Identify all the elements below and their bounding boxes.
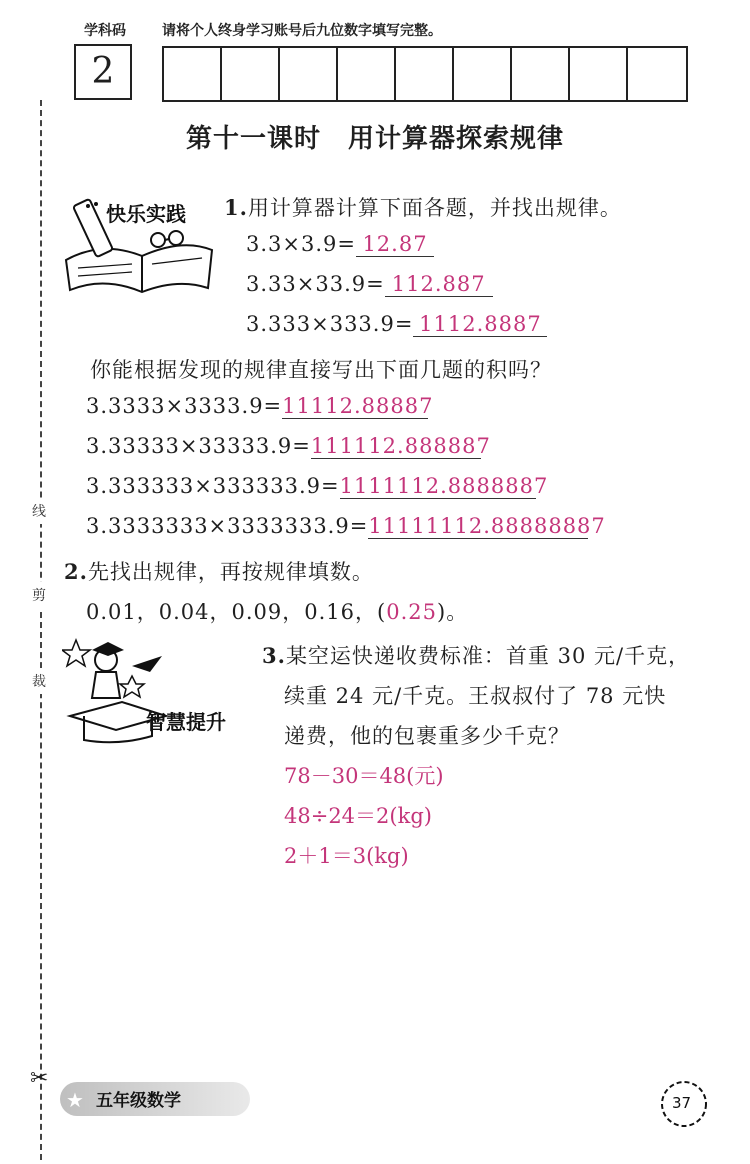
page-number: 37	[672, 1094, 692, 1112]
lesson-title: 第十一课时 用计算器探索规律	[185, 124, 564, 154]
question-3-number: 3.	[262, 643, 286, 668]
q1-answer-blank[interactable]: 1111112.8888887	[339, 474, 549, 498]
footer-book-title: 五年级数学	[96, 1091, 181, 1111]
q1-followup: 你能根据发现的规律直接写出下面几题的积吗？	[90, 358, 552, 382]
digit-box[interactable]	[454, 48, 512, 100]
margin-label-trim: 裁	[32, 668, 46, 694]
q1-row	[86, 434, 491, 459]
cut-dashed-line	[40, 100, 42, 1160]
q1-answer-blank[interactable]: 11112.88887	[282, 394, 434, 418]
practice-badge: 快乐实践	[106, 202, 186, 226]
q1-answer-blank[interactable]: 12.87	[356, 232, 434, 257]
q1-expression: 3.3×3.9=	[246, 232, 356, 256]
digit-box[interactable]	[512, 48, 570, 100]
account-instruction: 请将个人终身学习账号后九位数字填写完整。	[162, 23, 442, 39]
question-3-line: 递费，他的包裹重多少千克？	[284, 724, 570, 748]
digit-box[interactable]	[338, 48, 396, 100]
subject-code-label: 学科码	[84, 23, 126, 39]
question-3-line: 续重 24 元/千克。王叔叔付了 78 元快	[284, 684, 667, 708]
q2-sequence: 0.01，0.04，0.09，0.16，(	[86, 600, 387, 624]
question-2-prompt	[64, 556, 374, 586]
digit-box[interactable]	[570, 48, 628, 100]
scissors-icon: ✂	[30, 1066, 49, 1091]
question-3-line	[262, 640, 690, 670]
digit-box[interactable]	[222, 48, 280, 100]
q1-answer-blank[interactable]: 112.887	[385, 272, 493, 297]
q1-expression: 3.333333×333333.9=	[86, 474, 340, 498]
margin-label-cut: 剪	[32, 582, 46, 608]
subject-code-box: 2	[74, 44, 132, 100]
q1-expression: 3.33×33.9=	[246, 272, 385, 296]
question-2-number: 2.	[64, 559, 88, 584]
question-1-number: 1.	[224, 195, 248, 220]
q1-answer-blank[interactable]: 11111112.88888887	[368, 514, 606, 538]
q3-solution-step: 48÷24＝2(kg)	[284, 804, 432, 828]
q1-expression: 3.33333×33333.9=	[86, 434, 311, 458]
q2-close: )。	[437, 600, 469, 624]
q3-solution-step: 2＋1＝3(kg)	[284, 844, 409, 868]
question-2-text: 先找出规律，再按规律填数。	[87, 560, 374, 584]
q3-solution-step: 78－30＝48(元)	[284, 764, 444, 788]
q1-expression: 3.3333333×3333333.9=	[86, 514, 369, 538]
q1-expression: 3.3333×3333.9=	[86, 394, 283, 418]
digit-box[interactable]	[628, 48, 686, 100]
q1-row	[86, 514, 606, 539]
margin-label-line: 线	[32, 498, 46, 524]
question-3-text: 某空运快递收费标准：首重 30 元/千克，	[285, 644, 691, 668]
wisdom-badge: 智慧提升	[146, 710, 226, 734]
q1-row	[246, 272, 493, 297]
star-icon: ★	[66, 1088, 84, 1112]
account-digit-boxes[interactable]	[162, 46, 688, 102]
digit-box[interactable]	[164, 48, 222, 100]
q1-answer-blank[interactable]: 1112.8887	[413, 312, 547, 337]
q1-row	[86, 394, 434, 419]
q1-answer-blank[interactable]: 111112.888887	[310, 434, 491, 458]
digit-box[interactable]	[396, 48, 454, 100]
q1-row	[246, 232, 434, 257]
digit-box[interactable]	[280, 48, 338, 100]
q1-expression: 3.333×333.9=	[246, 312, 414, 336]
question-1-prompt	[224, 192, 622, 222]
question-1-text: 用计算器计算下面各题，并找出规律。	[247, 196, 622, 220]
q1-row	[86, 474, 549, 499]
q2-answer-blank[interactable]: 0.25	[386, 600, 437, 624]
q1-row	[246, 312, 547, 337]
q2-sequence-row	[86, 596, 468, 626]
